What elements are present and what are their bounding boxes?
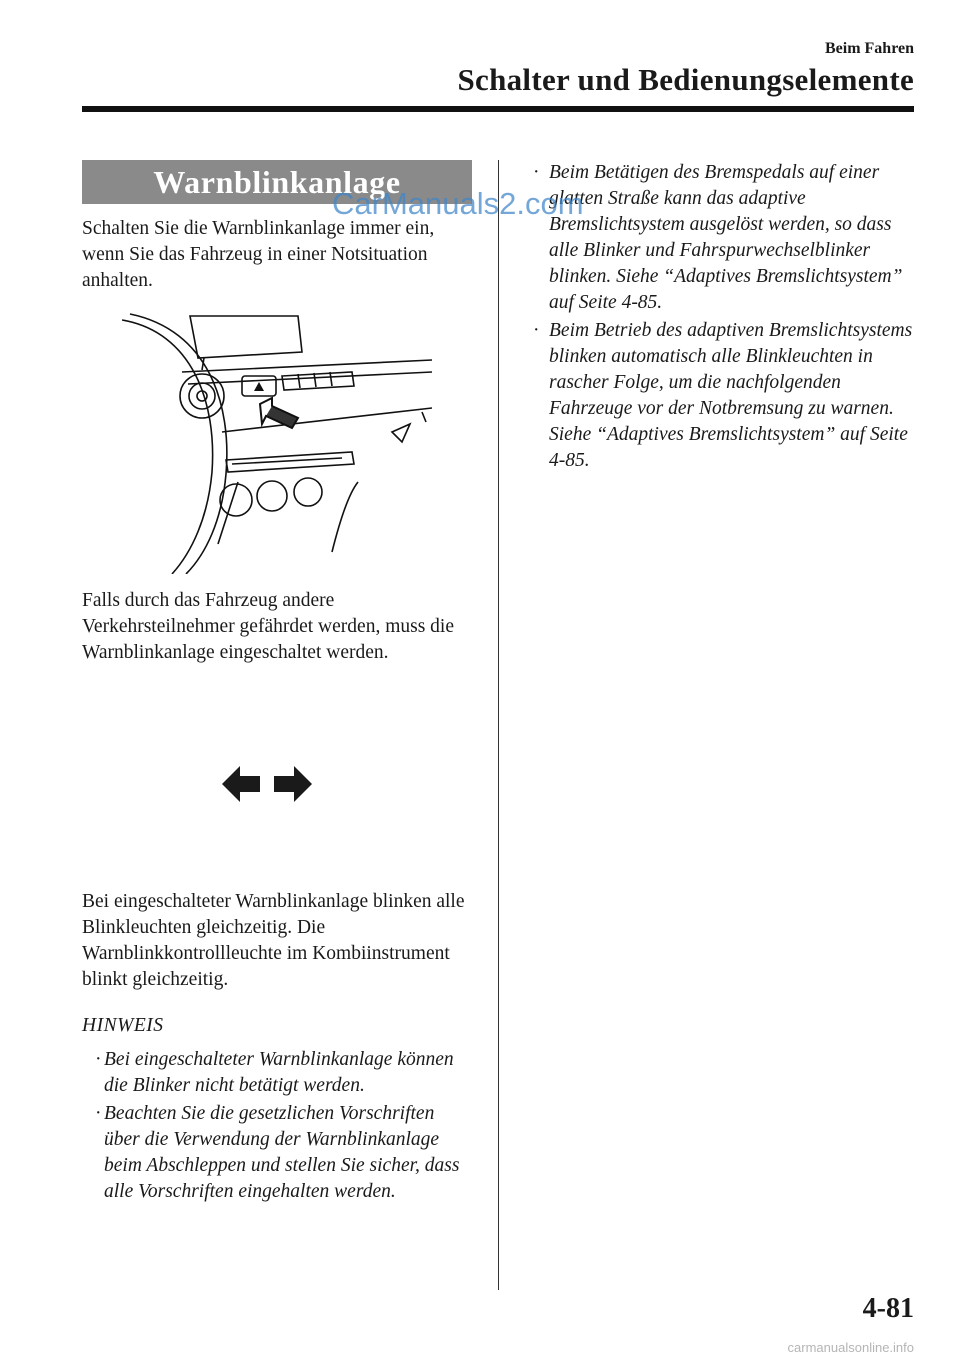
note-heading: HINWEIS [82,1015,164,1036]
note-item-text: Beachten Sie die gesetzlichen Vorschriften über die Verwendung der Warnblinkanlage beim Abschleppen und stellen Sie sicher, dass alle Vorschriften eingehalten werden. [104,1103,460,1202]
blink-paragraph: Bei eingeschalteter Warnblinkanlage blinken alle Blinkleuchten gleichzeitig. Die Warnblinkkontrollleuchte im Kombiinstrument blinkt gleichzeitig. [82,891,465,990]
turn-signal-arrows-icon [222,764,312,804]
list-item [82,1101,472,1205]
note-list-continued [527,160,917,474]
left-column [82,160,472,1207]
bullet-dot-icon: · [95,1049,102,1070]
column-divider [498,160,499,1290]
section-label: Beim Fahren [824,40,914,57]
hazard-switch-figure [82,312,472,574]
footer-url: carmanualsonline.info [787,1340,914,1355]
bullet-dot-icon: · [533,162,540,183]
bullet-dot-icon: · [95,1103,102,1124]
note-item-text: Beim Betrieb des adaptiven Bremslichtsystems blinken automatisch alle Blinkleuchten in rascher Folge, um die nachfolgenden Fahrzeuge vor der Notbremsung zu warnen. Siehe “Adaptives Bremslichtsystem” auf Seite 4-85. [549,320,913,471]
list-item [527,318,917,474]
list-item [82,1047,472,1099]
chapter-title: Schalter und Bedienungselemente [457,62,914,97]
hazard-switch-illustration-icon [122,312,432,574]
section-banner: Warnblinkanlage [82,160,472,204]
indicator-figure [82,674,472,874]
note-item-text: Bei eingeschalteter Warnblinkanlage können die Blinker nicht betätigt werden. [104,1049,454,1096]
right-column [527,160,917,476]
header-rule [82,106,914,112]
page-number: 4-81 [862,1293,914,1324]
note-list [82,1047,472,1205]
warning-paragraph: Falls durch das Fahrzeug andere Verkehrsteilnehmer gefährdet werden, muss die Warnblinkanlage eingeschaltet werden. [82,590,454,663]
note-item-text: Beim Betätigen des Bremspedals auf einer glatten Straße kann das adaptive Bremslichtsystem ausgelöst werden, so dass alle Blinker und Fahrspurwechselblinker blinken. Siehe “Adaptives Bremslichtsystem” auf Seite 4-85. [549,162,903,313]
bullet-dot-icon: · [533,320,540,341]
watermark-text: CarManuals2.com [332,186,584,221]
list-item [527,160,917,316]
intro-paragraph: Schalten Sie die Warnblinkanlage immer ein, wenn Sie das Fahrzeug in einer Notsituation anhalten. [82,218,435,291]
